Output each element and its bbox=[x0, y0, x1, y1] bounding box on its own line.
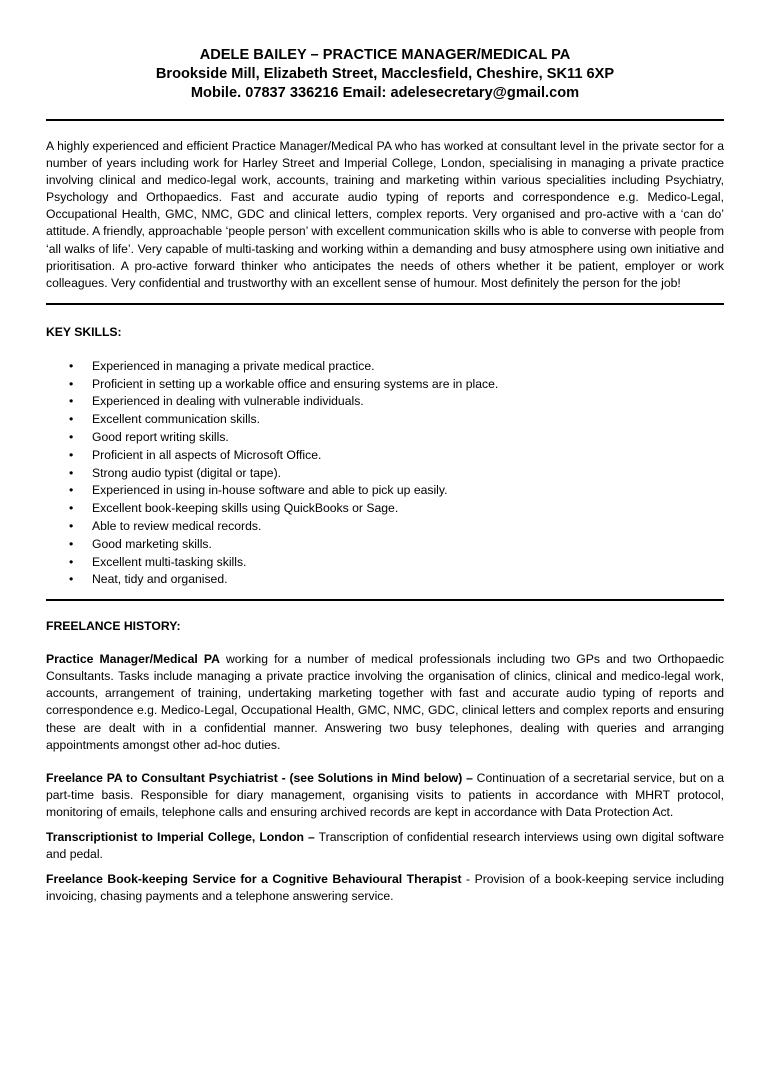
bullet-icon: • bbox=[69, 394, 74, 409]
history-entry bbox=[46, 829, 724, 863]
bullet-icon: • bbox=[69, 412, 74, 427]
bullet-icon: • bbox=[69, 465, 74, 480]
list-item: • Experienced in dealing with vulnerable individuals. bbox=[46, 393, 724, 411]
entry-description: Transcription of confidential research interviews using own digital software and pedal. bbox=[46, 830, 725, 862]
entry-role: Practice Manager/Medical PA bbox=[46, 652, 220, 667]
entry-description: - Provision of a book-keeping service including invoicing, chasing payments and a telephone answering service. bbox=[46, 872, 725, 904]
entry-role: Freelance Book-keeping Service for a Cognitive Behavioural Therapist bbox=[46, 872, 462, 887]
list-item: • Good report writing skills. bbox=[46, 429, 724, 447]
entry-description: Continuation of a secretarial service, but on a part-time basis. Responsible for diary management, organising visits to patients in accordance with MHRT protocol, monitoring of emails, telephone calls and ensuring archived records are kept in accordance with Data Protection Act. bbox=[46, 770, 725, 819]
address-line: Brookside Mill, Elizabeth Street, Macclesfield, Cheshire, SK11 6XP bbox=[155, 66, 615, 82]
list-item: • Excellent multi-tasking skills. bbox=[46, 554, 724, 572]
bullet-icon: • bbox=[69, 358, 74, 373]
entry-role: Freelance PA to Consultant Psychiatrist - (see Solutions in Mind below) – bbox=[46, 770, 473, 785]
bullet-icon: • bbox=[69, 430, 74, 445]
cv-header bbox=[46, 0, 724, 103]
list-item: • Strong audio typist (digital or tape). bbox=[46, 465, 724, 483]
list-item: • Good marketing skills. bbox=[46, 536, 724, 554]
list-item: • Experienced in using in-house software and able to pick up easily. bbox=[46, 482, 724, 500]
bullet-icon: • bbox=[69, 447, 74, 462]
history-entry bbox=[46, 651, 724, 754]
entry-role: Transcriptionist to Imperial College, London – bbox=[46, 830, 315, 845]
bullet-icon: • bbox=[69, 376, 74, 391]
history-entry bbox=[46, 770, 724, 821]
key-skills-list bbox=[46, 358, 724, 589]
contact-line: Mobile. 07837 336216 Email: adelesecretary@gmail.com bbox=[190, 85, 580, 101]
profile-summary: A highly experienced and efficient Practice Manager/Medical PA who has worked at consultant level in the private sector for a number of years including work for Harley Street and Imperial College, London, specialising in managing a private practice involving clinical and medico-legal work, accounts, training and marketing within various specialities including Psychiatry, Psychology and Orthopaedics. Fast and accurate audio typing of reports and correspondence e.g. Medico-Legal, Occupational Health, GMC, NMC, GDC and clinical letters, complex reports. Very organised and pro-active with a ‘can do’ attitude. A friendly, approachable ‘people person’ with excellent communication skills who is able to converse with people from ‘all walks of life’. Very capable of multi-tasking and working within a demanding and busy atmosphere using own initiative and prioritisation. A pro-active forward thinker who anticipates the needs of others whether it be patient, employer or work colleagues. Very confidential and trustworthy with an excellent sense of humour. Most definitely the person for the job! bbox=[46, 139, 724, 290]
list-item: • Able to review medical records. bbox=[46, 518, 724, 536]
history-entry bbox=[46, 871, 724, 905]
divider bbox=[46, 599, 724, 601]
bullet-icon: • bbox=[69, 572, 74, 587]
name-title: ADELE BAILEY – PRACTICE MANAGER/MEDICAL PA bbox=[199, 47, 571, 63]
list-item: • Proficient in setting up a workable office and ensuring systems are in place. bbox=[46, 376, 724, 394]
list-item: • Experienced in managing a private medical practice. bbox=[46, 358, 724, 376]
bullet-icon: • bbox=[69, 483, 74, 498]
bullet-icon: • bbox=[69, 501, 74, 516]
bullet-icon: • bbox=[69, 536, 74, 551]
bullet-icon: • bbox=[69, 554, 74, 569]
key-skills-heading: KEY SKILLS: bbox=[46, 324, 122, 339]
cv-page bbox=[46, 0, 724, 905]
list-item: • Excellent communication skills. bbox=[46, 411, 724, 429]
freelance-history-heading: FREELANCE HISTORY: bbox=[46, 619, 181, 634]
divider bbox=[46, 303, 724, 305]
list-item: • Proficient in all aspects of Microsoft Office. bbox=[46, 447, 724, 465]
list-item: • Neat, tidy and organised. bbox=[46, 571, 724, 589]
bullet-icon: • bbox=[69, 519, 74, 534]
list-item: • Excellent book-keeping skills using QuickBooks or Sage. bbox=[46, 500, 724, 518]
divider bbox=[46, 119, 724, 121]
entry-description: working for a number of medical professionals including two GPs and two Orthopaedic Consultants. Tasks include managing a private practice involving the organisation of clinics, clinical and medico-legal work, accounts, arrangement of training, undertaking marketing together with fast and accurate audio typing of reports and correspondence e.g. Medico-Legal, Occupational Health, GMC, NMC, GDC, clinical letters and complex reports and ensuring these are dealt with in a confidential manner. Answering two busy telephones, dealing with queries and arranging appointments amongst other ad-hoc duties. bbox=[46, 652, 724, 752]
